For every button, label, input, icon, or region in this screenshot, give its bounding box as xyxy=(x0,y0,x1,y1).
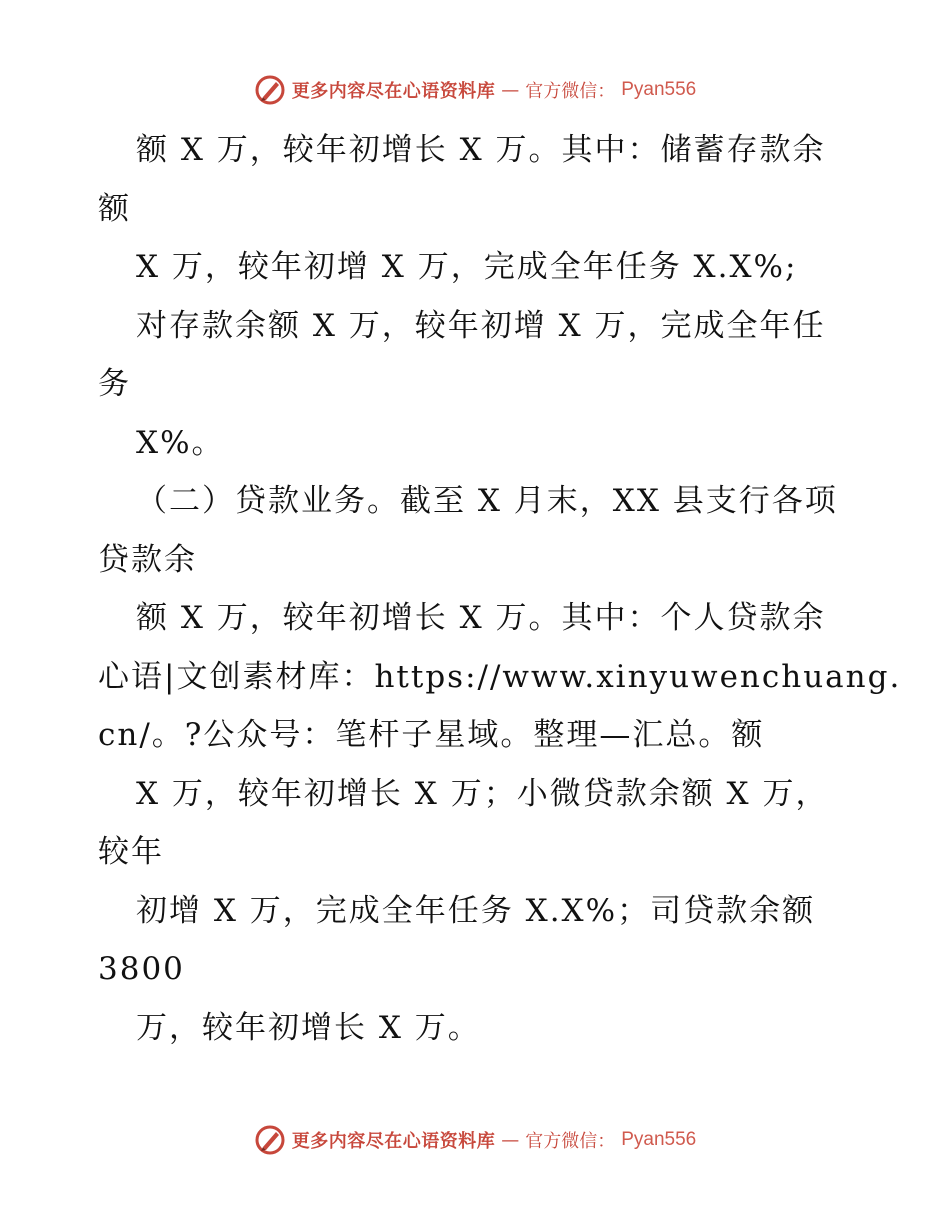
body-line: 额 X 万，较年初增长 X 万。其中：个人贷款余 xyxy=(136,600,826,636)
banner-main-text: 更多内容尽在心语资料库 xyxy=(291,1131,496,1152)
body-line: 心语|文创素材库：https://www.xinyuwenchuang. xyxy=(98,658,902,695)
banner-main-text: 更多内容尽在心语资料库 xyxy=(291,81,496,102)
body-line: 额 xyxy=(98,190,131,227)
banner-separator: — xyxy=(501,1129,520,1151)
header-banner xyxy=(0,72,950,108)
banner-wechat-label: 官方微信： xyxy=(525,81,616,102)
body-line: X 万，较年初增长 X 万；小微贷款余额 X 万， xyxy=(136,775,829,812)
pen-logo-icon xyxy=(254,1124,286,1156)
body-line: X%。 xyxy=(136,424,225,461)
banner-wechat-id: Pyan556 xyxy=(621,1129,697,1150)
body-line: X 万，较年初增 X 万，完成全年任务 X.X%; xyxy=(136,249,798,285)
document-body xyxy=(98,121,902,1057)
banner-wechat-id: Pyan556 xyxy=(621,79,697,100)
body-line: 务 xyxy=(98,366,131,402)
body-line: cn/。?公众号：笔杆子星域。整理—汇总。额 xyxy=(98,717,765,753)
body-line: 较年 xyxy=(98,834,164,870)
pen-logo-icon xyxy=(254,74,286,106)
body-line: 万，较年初增长 X 万。 xyxy=(136,1009,481,1046)
body-line: 对存款余额 X 万，较年初增 X 万，完成全年任 xyxy=(136,307,826,344)
body-line: 3800 xyxy=(98,951,185,987)
banner-separator: — xyxy=(501,79,520,101)
body-line: 初增 X 万，完成全年任务 X.X%；司贷款余额 xyxy=(136,892,816,929)
footer-banner xyxy=(0,1122,950,1158)
body-line: （二）贷款业务。截至 X 月末，XX 县支行各项 xyxy=(136,483,838,519)
body-line: 贷款余 xyxy=(98,541,197,578)
banner-wechat-label: 官方微信： xyxy=(525,1131,616,1152)
body-line: 额 X 万，较年初增长 X 万。其中：储蓄存款余 xyxy=(136,132,826,168)
